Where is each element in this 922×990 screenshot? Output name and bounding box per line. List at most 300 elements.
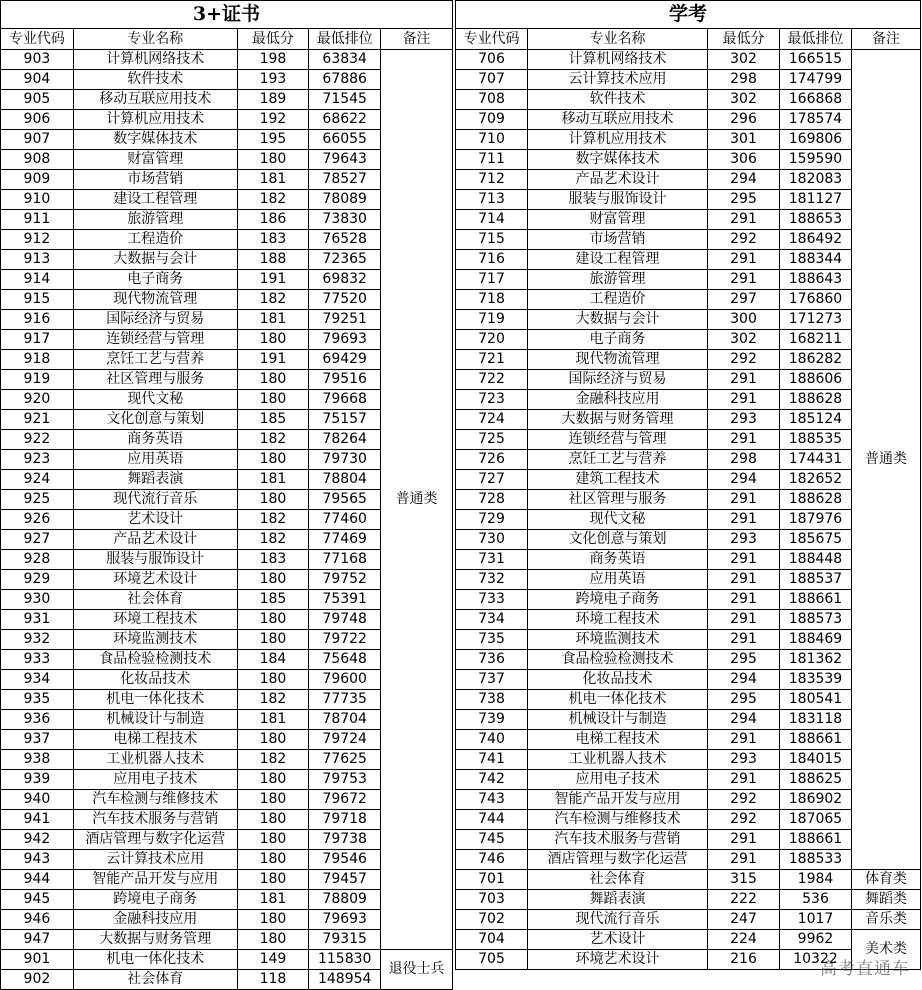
major-code-cell: 724: [456, 410, 528, 430]
min-rank-cell: 188573: [780, 610, 852, 630]
major-code-cell: 715: [456, 230, 528, 250]
major-name-cell: 数字媒体技术: [73, 130, 237, 150]
table-row: [456, 630, 921, 650]
min-rank-cell: 77168: [309, 550, 381, 570]
major-code-cell: 943: [1, 850, 74, 870]
table-row: [456, 270, 921, 290]
min-score-cell: 180: [237, 830, 309, 850]
major-code-cell: 718: [456, 290, 528, 310]
header-major-name: 专业名称: [528, 29, 708, 50]
major-code-cell: 746: [456, 850, 528, 870]
major-name-cell: 移动互联应用技术: [73, 90, 237, 110]
min-rank-cell: 188625: [780, 770, 852, 790]
major-name-cell: 应用英语: [73, 450, 237, 470]
table-row: [456, 850, 921, 870]
major-name-cell: 数字媒体技术: [528, 150, 708, 170]
major-name-cell: 社会体育: [73, 590, 237, 610]
min-score-cell: 294: [708, 670, 780, 690]
min-rank-cell: 68622: [309, 110, 381, 130]
major-name-cell: 移动互联应用技术: [528, 110, 708, 130]
left-panel-3plus-certificate: [0, 0, 453, 990]
major-name-cell: 艺术设计: [73, 510, 237, 530]
min-rank-cell: 188606: [780, 370, 852, 390]
table-row: [456, 710, 921, 730]
min-rank-cell: 79251: [309, 310, 381, 330]
table-row: [456, 330, 921, 350]
min-score-cell: 191: [237, 350, 309, 370]
major-name-cell: 工程造价: [73, 230, 237, 250]
major-code-cell: 913: [1, 250, 74, 270]
min-score-cell: 189: [237, 90, 309, 110]
major-code-cell: 737: [456, 670, 528, 690]
min-score-cell: 294: [708, 710, 780, 730]
min-score-cell: 297: [708, 290, 780, 310]
min-score-cell: 180: [237, 390, 309, 410]
major-name-cell: 旅游管理: [73, 210, 237, 230]
min-rank-cell: 188535: [780, 430, 852, 450]
major-code-cell: 743: [456, 790, 528, 810]
major-name-cell: 商务英语: [528, 550, 708, 570]
major-name-cell: 汽车检测与维修技术: [73, 790, 237, 810]
min-score-cell: 180: [237, 450, 309, 470]
table-row: [456, 870, 921, 890]
table-row: [456, 890, 921, 910]
table-row: [456, 830, 921, 850]
min-rank-cell: 180541: [780, 690, 852, 710]
min-rank-cell: 79752: [309, 570, 381, 590]
header-min-score: 最低分: [708, 29, 780, 50]
major-name-cell: 云计算技术应用: [73, 850, 237, 870]
min-score-cell: 180: [237, 910, 309, 930]
major-code-cell: 919: [1, 370, 74, 390]
major-code-cell: 930: [1, 590, 74, 610]
min-rank-cell: 10322: [780, 950, 852, 970]
major-code-cell: 932: [1, 630, 74, 650]
major-name-cell: 建设工程管理: [73, 190, 237, 210]
min-score-cell: 296: [708, 110, 780, 130]
major-name-cell: 国际经济与贸易: [528, 370, 708, 390]
min-rank-cell: 79668: [309, 390, 381, 410]
min-rank-cell: 186492: [780, 230, 852, 250]
min-rank-cell: 166868: [780, 90, 852, 110]
min-score-cell: 222: [708, 890, 780, 910]
min-score-cell: 247: [708, 910, 780, 930]
min-score-cell: 180: [237, 770, 309, 790]
min-score-cell: 298: [708, 70, 780, 90]
major-code-cell: 744: [456, 810, 528, 830]
table-row: [456, 170, 921, 190]
major-code-cell: 727: [456, 470, 528, 490]
header-major-code: 专业代码: [456, 29, 528, 50]
major-name-cell: 计算机应用技术: [528, 130, 708, 150]
min-score-cell: 180: [237, 670, 309, 690]
major-code-cell: 721: [456, 350, 528, 370]
major-code-cell: 736: [456, 650, 528, 670]
major-code-cell: 905: [1, 90, 74, 110]
min-score-cell: 181: [237, 470, 309, 490]
major-name-cell: 金融科技应用: [73, 910, 237, 930]
min-rank-cell: 75157: [309, 410, 381, 430]
min-score-cell: 291: [708, 510, 780, 530]
major-name-cell: 环境监测技术: [73, 630, 237, 650]
right-panel-academic-test: [455, 0, 922, 970]
major-name-cell: 酒店管理与数字化运营: [528, 850, 708, 870]
min-rank-cell: 183539: [780, 670, 852, 690]
min-score-cell: 292: [708, 790, 780, 810]
min-rank-cell: 79722: [309, 630, 381, 650]
major-code-cell: 730: [456, 530, 528, 550]
major-code-cell: 708: [456, 90, 528, 110]
min-rank-cell: 78264: [309, 430, 381, 450]
min-rank-cell: 536: [780, 890, 852, 910]
major-name-cell: 软件技术: [73, 70, 237, 90]
table-row: [456, 770, 921, 790]
major-name-cell: 化妆品技术: [528, 670, 708, 690]
min-rank-cell: 73830: [309, 210, 381, 230]
min-score-cell: 181: [237, 890, 309, 910]
min-score-cell: 291: [708, 390, 780, 410]
min-rank-cell: 181127: [780, 190, 852, 210]
min-rank-cell: 77520: [309, 290, 381, 310]
header-remark: 备注: [852, 29, 921, 50]
major-name-cell: 应用电子技术: [73, 770, 237, 790]
table-row: [456, 130, 921, 150]
major-name-cell: 智能产品开发与应用: [73, 870, 237, 890]
major-code-cell: 942: [1, 830, 74, 850]
min-rank-cell: 168211: [780, 330, 852, 350]
major-code-cell: 706: [456, 50, 528, 70]
major-name-cell: 连锁经营与管理: [73, 330, 237, 350]
min-score-cell: 182: [237, 530, 309, 550]
major-name-cell: 商务英语: [73, 430, 237, 450]
major-code-cell: 901: [1, 950, 74, 970]
table-row: [456, 150, 921, 170]
min-rank-cell: 69832: [309, 270, 381, 290]
min-score-cell: 180: [237, 810, 309, 830]
min-rank-cell: 184015: [780, 750, 852, 770]
major-name-cell: 计算机网络技术: [528, 50, 708, 70]
major-code-cell: 735: [456, 630, 528, 650]
table-row: [456, 590, 921, 610]
table-row: [456, 610, 921, 630]
major-name-cell: 现代流行音乐: [73, 490, 237, 510]
major-name-cell: 社会体育: [528, 870, 708, 890]
min-rank-cell: 78704: [309, 710, 381, 730]
min-score-cell: 291: [708, 730, 780, 750]
major-name-cell: 大数据与财务管理: [528, 410, 708, 430]
min-rank-cell: 178574: [780, 110, 852, 130]
major-code-cell: 934: [1, 670, 74, 690]
major-code-cell: 922: [1, 430, 74, 450]
major-code-cell: 732: [456, 570, 528, 590]
table-row: [456, 110, 921, 130]
min-rank-cell: 1017: [780, 910, 852, 930]
min-score-cell: 291: [708, 570, 780, 590]
min-rank-cell: 78804: [309, 470, 381, 490]
header-major-code: 专业代码: [1, 29, 74, 50]
major-name-cell: 连锁经营与管理: [528, 430, 708, 450]
min-score-cell: 224: [708, 930, 780, 950]
min-rank-cell: 182652: [780, 470, 852, 490]
major-code-cell: 911: [1, 210, 74, 230]
min-score-cell: 180: [237, 930, 309, 950]
min-score-cell: 180: [237, 370, 309, 390]
major-name-cell: 建设工程管理: [528, 250, 708, 270]
min-rank-cell: 9962: [780, 930, 852, 950]
major-name-cell: 计算机应用技术: [73, 110, 237, 130]
major-name-cell: 工程造价: [528, 290, 708, 310]
major-code-cell: 745: [456, 830, 528, 850]
min-rank-cell: 79738: [309, 830, 381, 850]
major-name-cell: 舞蹈表演: [73, 470, 237, 490]
major-code-cell: 741: [456, 750, 528, 770]
min-score-cell: 184: [237, 650, 309, 670]
table-row: [456, 430, 921, 450]
min-rank-cell: 159590: [780, 150, 852, 170]
min-score-cell: 180: [237, 570, 309, 590]
table-row: [456, 690, 921, 710]
min-score-cell: 192: [237, 110, 309, 130]
header-min-rank: 最低排位: [780, 29, 852, 50]
min-rank-cell: 79643: [309, 150, 381, 170]
major-code-cell: 703: [456, 890, 528, 910]
min-score-cell: 198: [237, 50, 309, 70]
header-remark: 备注: [381, 29, 453, 50]
min-rank-cell: 171273: [780, 310, 852, 330]
min-rank-cell: 188661: [780, 830, 852, 850]
major-name-cell: 服装与服饰设计: [73, 550, 237, 570]
major-code-cell: 945: [1, 890, 74, 910]
min-rank-cell: 63834: [309, 50, 381, 70]
min-score-cell: 180: [237, 790, 309, 810]
major-name-cell: 应用电子技术: [528, 770, 708, 790]
min-score-cell: 188: [237, 250, 309, 270]
major-name-cell: 旅游管理: [528, 270, 708, 290]
major-code-cell: 720: [456, 330, 528, 350]
right-header-row: [456, 29, 921, 50]
major-name-cell: 软件技术: [528, 90, 708, 110]
major-name-cell: 机械设计与制造: [528, 710, 708, 730]
min-rank-cell: 1984: [780, 870, 852, 890]
min-rank-cell: 78809: [309, 890, 381, 910]
major-code-cell: 925: [1, 490, 74, 510]
table-row: [456, 310, 921, 330]
header-min-rank: 最低排位: [309, 29, 381, 50]
min-rank-cell: 174799: [780, 70, 852, 90]
table-row: [456, 390, 921, 410]
table-row: [456, 210, 921, 230]
major-name-cell: 财富管理: [528, 210, 708, 230]
min-rank-cell: 77469: [309, 530, 381, 550]
right-table-title: 学考: [456, 1, 921, 29]
major-code-cell: 927: [1, 530, 74, 550]
major-name-cell: 化妆品技术: [73, 670, 237, 690]
major-name-cell: 市场营销: [528, 230, 708, 250]
min-rank-cell: 188344: [780, 250, 852, 270]
min-score-cell: 301: [708, 130, 780, 150]
major-code-cell: 904: [1, 70, 74, 90]
min-rank-cell: 79718: [309, 810, 381, 830]
major-code-cell: 917: [1, 330, 74, 350]
major-name-cell: 机电一体化技术: [73, 950, 237, 970]
major-code-cell: 734: [456, 610, 528, 630]
major-name-cell: 建筑工程技术: [528, 470, 708, 490]
major-name-cell: 环境艺术设计: [73, 570, 237, 590]
min-rank-cell: 71545: [309, 90, 381, 110]
min-rank-cell: 185675: [780, 530, 852, 550]
major-name-cell: 服装与服饰设计: [528, 190, 708, 210]
major-name-cell: 社区管理与服务: [73, 370, 237, 390]
major-name-cell: 烹饪工艺与营养: [528, 450, 708, 470]
min-score-cell: 291: [708, 270, 780, 290]
major-name-cell: 文化创意与策划: [528, 530, 708, 550]
min-rank-cell: 176860: [780, 290, 852, 310]
min-score-cell: 295: [708, 650, 780, 670]
min-score-cell: 293: [708, 530, 780, 550]
major-code-cell: 939: [1, 770, 74, 790]
min-score-cell: 291: [708, 250, 780, 270]
min-rank-cell: 187976: [780, 510, 852, 530]
min-score-cell: 291: [708, 210, 780, 230]
table-row: [456, 470, 921, 490]
major-name-cell: 环境工程技术: [73, 610, 237, 630]
min-score-cell: 295: [708, 190, 780, 210]
major-code-cell: 713: [456, 190, 528, 210]
major-code-cell: 717: [456, 270, 528, 290]
min-score-cell: 185: [237, 410, 309, 430]
major-code-cell: 928: [1, 550, 74, 570]
major-name-cell: 工业机器人技术: [73, 750, 237, 770]
min-score-cell: 293: [708, 410, 780, 430]
major-code-cell: 731: [456, 550, 528, 570]
table-row: [456, 350, 921, 370]
major-code-cell: 707: [456, 70, 528, 90]
major-code-cell: 719: [456, 310, 528, 330]
min-score-cell: 291: [708, 770, 780, 790]
min-rank-cell: 79693: [309, 910, 381, 930]
min-score-cell: 294: [708, 170, 780, 190]
min-rank-cell: 188643: [780, 270, 852, 290]
min-rank-cell: 188653: [780, 210, 852, 230]
min-score-cell: 291: [708, 830, 780, 850]
min-rank-cell: 79600: [309, 670, 381, 690]
min-rank-cell: 166515: [780, 50, 852, 70]
major-code-cell: 704: [456, 930, 528, 950]
major-code-cell: 702: [456, 910, 528, 930]
min-rank-cell: 185124: [780, 410, 852, 430]
major-name-cell: 文化创意与策划: [73, 410, 237, 430]
major-code-cell: 909: [1, 170, 74, 190]
table-row: [456, 670, 921, 690]
min-rank-cell: 79546: [309, 850, 381, 870]
min-score-cell: 291: [708, 610, 780, 630]
major-name-cell: 现代物流管理: [73, 290, 237, 310]
major-name-cell: 汽车检测与维修技术: [528, 810, 708, 830]
min-rank-cell: 77625: [309, 750, 381, 770]
major-code-cell: 712: [456, 170, 528, 190]
min-score-cell: 182: [237, 750, 309, 770]
min-rank-cell: 169806: [780, 130, 852, 150]
major-name-cell: 汽车技术服务与营销: [73, 810, 237, 830]
min-score-cell: 180: [237, 330, 309, 350]
major-code-cell: 918: [1, 350, 74, 370]
major-code-cell: 924: [1, 470, 74, 490]
table-row: [456, 570, 921, 590]
major-code-cell: 903: [1, 50, 74, 70]
major-name-cell: 产品艺术设计: [73, 530, 237, 550]
major-name-cell: 应用英语: [528, 570, 708, 590]
major-name-cell: 市场营销: [73, 170, 237, 190]
min-score-cell: 182: [237, 430, 309, 450]
major-code-cell: 728: [456, 490, 528, 510]
major-code-cell: 740: [456, 730, 528, 750]
major-name-cell: 现代文秘: [73, 390, 237, 410]
major-name-cell: 舞蹈表演: [528, 890, 708, 910]
left-table-title: 3+证书: [1, 1, 453, 29]
major-code-cell: 726: [456, 450, 528, 470]
min-score-cell: 185: [237, 590, 309, 610]
major-name-cell: 社区管理与服务: [528, 490, 708, 510]
table-row: [456, 790, 921, 810]
min-score-cell: 292: [708, 810, 780, 830]
min-rank-cell: 187065: [780, 810, 852, 830]
major-name-cell: 大数据与会计: [528, 310, 708, 330]
min-score-cell: 183: [237, 550, 309, 570]
min-score-cell: 182: [237, 190, 309, 210]
min-score-cell: 182: [237, 690, 309, 710]
min-rank-cell: 78527: [309, 170, 381, 190]
min-rank-cell: 188469: [780, 630, 852, 650]
table-row: [456, 450, 921, 470]
min-score-cell: 182: [237, 290, 309, 310]
table-row: [456, 50, 921, 70]
min-score-cell: 191: [237, 270, 309, 290]
min-rank-cell: 174431: [780, 450, 852, 470]
remark-veteran: 退役士兵: [381, 950, 453, 990]
min-rank-cell: 79748: [309, 610, 381, 630]
min-rank-cell: 79693: [309, 330, 381, 350]
major-code-cell: 923: [1, 450, 74, 470]
major-name-cell: 跨境电子商务: [528, 590, 708, 610]
min-score-cell: 291: [708, 630, 780, 650]
major-code-cell: 705: [456, 950, 528, 970]
major-code-cell: 941: [1, 810, 74, 830]
major-name-cell: 食品检验检测技术: [528, 650, 708, 670]
table-row: [456, 730, 921, 750]
major-name-cell: 财富管理: [73, 150, 237, 170]
table-row: [456, 70, 921, 90]
major-code-cell: 910: [1, 190, 74, 210]
header-major-name: 专业名称: [73, 29, 237, 50]
major-name-cell: 电子商务: [73, 270, 237, 290]
major-name-cell: 环境工程技术: [528, 610, 708, 630]
major-name-cell: 电梯工程技术: [73, 730, 237, 750]
table-row: [456, 190, 921, 210]
table-row: [1, 50, 453, 70]
table-row: [456, 530, 921, 550]
remark-sports: 体育类: [852, 870, 921, 890]
min-rank-cell: 67886: [309, 70, 381, 90]
major-code-cell: 738: [456, 690, 528, 710]
major-name-cell: 工业机器人技术: [528, 750, 708, 770]
min-score-cell: 180: [237, 870, 309, 890]
major-code-cell: 935: [1, 690, 74, 710]
min-score-cell: 291: [708, 590, 780, 610]
major-code-cell: 937: [1, 730, 74, 750]
table-row: [456, 490, 921, 510]
major-code-cell: 908: [1, 150, 74, 170]
min-rank-cell: 188533: [780, 850, 852, 870]
